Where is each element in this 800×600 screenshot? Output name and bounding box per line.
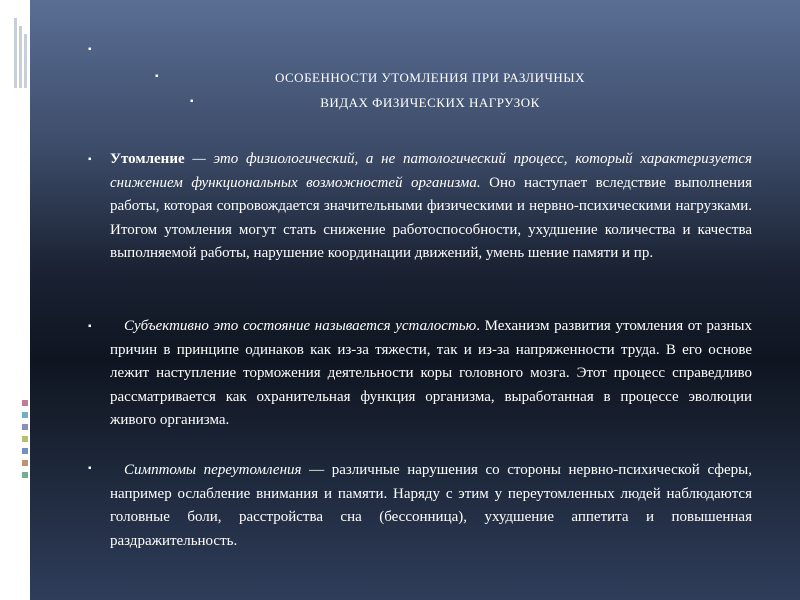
term-fatigue: Утомление <box>110 151 185 167</box>
symptoms-italic: Симптомы переутомления <box>124 462 302 478</box>
definition-italic: — это физиологический, а не патологический процесс, который характеризуется снижением функциональных возможностей организма. <box>110 151 752 191</box>
subjective-italic: Субъективно это состояние называется усталостью <box>124 318 477 334</box>
paragraph-mechanism <box>110 315 752 433</box>
paragraph-text: Оно наступает вследствие выполнения работы, которая сопровождается значительными физическими и нервно-психическими нагрузками. Итогом утомления могут стать снижение работоспособности, ухудшение количества и качества выполняемой работы, нарушение координации движений, умень шение памяти и пр. <box>110 174 752 261</box>
bullet-icon: ▪ <box>88 44 92 55</box>
bullet-icon: ▪ <box>88 154 92 165</box>
title-line-1: ОСОБЕННОСТИ УТОМЛЕНИЯ ПРИ РАЗЛИЧНЫХ <box>274 70 586 85</box>
deco-square <box>22 412 28 418</box>
paragraph-overfatigue-symptoms <box>110 459 752 553</box>
paragraph-text: . Механизм развития утомления от разных причин в принципе одинаков как из-за тяжести, так и из-за напряженности труда. В его основе лежит наступление торможения деятельности коры головного мозга. Этот процесс справедливо рассматривается как охранительная функция организма, выработанная в процессе эволюции живого организма. <box>110 318 753 428</box>
bullet-icon: ▪ <box>155 71 159 82</box>
deco-bar <box>19 26 22 88</box>
deco-square <box>22 424 28 430</box>
bullet-icon: ▪ <box>190 96 194 107</box>
bullet-icon: ▪ <box>88 463 92 474</box>
deco-square <box>22 460 28 466</box>
deco-square <box>22 472 28 478</box>
deco-square <box>22 436 28 442</box>
bullet-icon: ▪ <box>88 321 92 332</box>
paragraph-fatigue-definition <box>110 148 752 266</box>
deco-square <box>22 448 28 454</box>
deco-bar <box>24 34 27 88</box>
left-white-strip <box>0 0 30 600</box>
deco-bar <box>14 18 17 88</box>
paragraph-text: — различные нарушения со стороны нервно-психической сферы, например ослабление внимания и памяти. Наряду с этим у переутомленных людей наблюдаются головные боли, расстройства сна (бессонница), ухудшение аппетита и повышенная раздражительность. <box>110 462 752 549</box>
title-line-2: ВИДАХ ФИЗИЧЕСКИХ НАГРУЗОК <box>320 95 540 110</box>
deco-square <box>22 400 28 406</box>
